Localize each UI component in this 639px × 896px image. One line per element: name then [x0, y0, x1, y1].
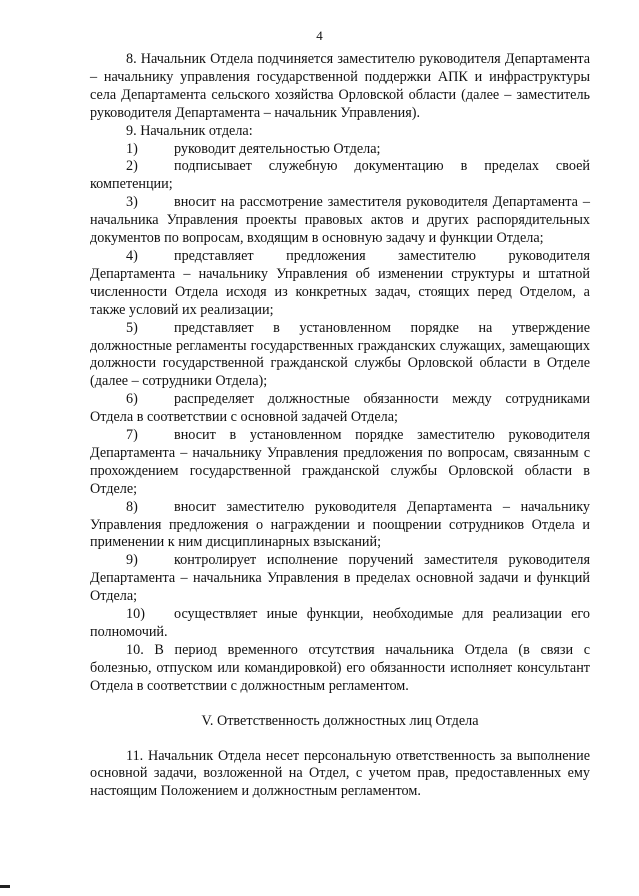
list-item-number: 1) — [126, 140, 138, 157]
page-number: 4 — [316, 28, 323, 43]
list-item-text: руководит деятельностью Отдела; — [174, 140, 381, 157]
list-item-text: контролирует исполнение поручений заместителя руководителя Департамента – начальника Управления в пределах основной задачи и функций Отдела; — [90, 552, 590, 605]
list-item-text: осуществляет иные функции, необходимые для реализации его полномочий. — [90, 606, 590, 640]
list-item-number: 3) — [126, 194, 138, 211]
list-item — [90, 141, 590, 159]
list-item-text: представляет предложения заместителю руководителя Департамента – начальнику Управления об изменении структуры и штатной численности Отдела исходя из конкретных задач, стоящих перед Отделом, а также условий их реализации; — [90, 247, 590, 318]
list-item-number: 10) — [126, 606, 145, 623]
list-item-number: 9) — [126, 552, 138, 569]
list-item-number: 4) — [126, 247, 138, 264]
list-item-number: 7) — [126, 427, 138, 444]
list-item-number: 6) — [126, 391, 138, 408]
list-item — [90, 552, 590, 606]
list-item-number: 2) — [126, 158, 138, 175]
document-body — [90, 51, 590, 801]
list-item-text: вносит в установленном порядке заместителю руководителя Департамента – начальнику Управления предложения по вопросам, связанным с прохождением государственной гражданской службы Орловской области в Отделе; — [90, 427, 590, 497]
list-item-text: представляет в установленном порядке на утверждение должностные регламенты государственных гражданских служащих, замещающих должности государственной гражданской службы Орловской области в Отделе (далее – сотрудники Отдела); — [90, 319, 590, 390]
list-item-text: вносит на рассмотрение заместителя руководителя Департамента – начальника Управления проекты правовых актов и других распорядительных документов по вопросам, входящим в основную задачу и функции Отдела; — [90, 194, 590, 247]
list-item-number: 8) — [126, 498, 138, 515]
paragraph-11: 11. Начальник Отдела несет персональную ответственность за выполнение основной задачи, возложенной на Отдел, с учетом прав, предоставленных ему настоящим Положением и должностным регламентом. — [90, 747, 590, 800]
paragraph-9: 9. Начальник отдела: — [126, 122, 253, 139]
list-item — [90, 248, 590, 320]
list-item — [90, 194, 590, 248]
list-item — [90, 499, 590, 553]
paragraph-10: 10. В период временного отсутствия начальника Отдела (в связи с болезнью, отпуском или командировкой) его обязанности исполняет консультант Отдела в соответствии с должностным регламентом. — [90, 641, 590, 694]
list-item — [90, 606, 590, 642]
list-item — [90, 427, 590, 499]
list-item — [90, 391, 590, 427]
list-item — [90, 320, 590, 392]
list-item-text: распределяет должностные обязанности между сотрудниками Отдела в соответствии с основной задачей Отдела; — [90, 391, 590, 426]
list-item-text: вносит заместителю руководителя Департамента – начальнику Управления предложения о награждении и поощрении сотрудников Отдела и применении к ним дисциплинарных взысканий; — [90, 498, 590, 551]
scan-mark — [0, 885, 10, 888]
list-item-text: подписывает служебную документацию в пределах своей компетенции; — [90, 158, 590, 193]
paragraph-8: 8. Начальник Отдела подчиняется заместителю руководителя Департамента – начальнику управления государственной поддержки АПК и инфраструктуры села Департамента сельского хозяйства Орловской области (далее – заместитель руководителя Департамента – начальник Управления). — [90, 51, 590, 121]
list-item-number: 5) — [126, 319, 138, 336]
section-heading: V. Ответственность должностных лиц Отдела — [201, 712, 479, 729]
list-item — [90, 158, 590, 194]
